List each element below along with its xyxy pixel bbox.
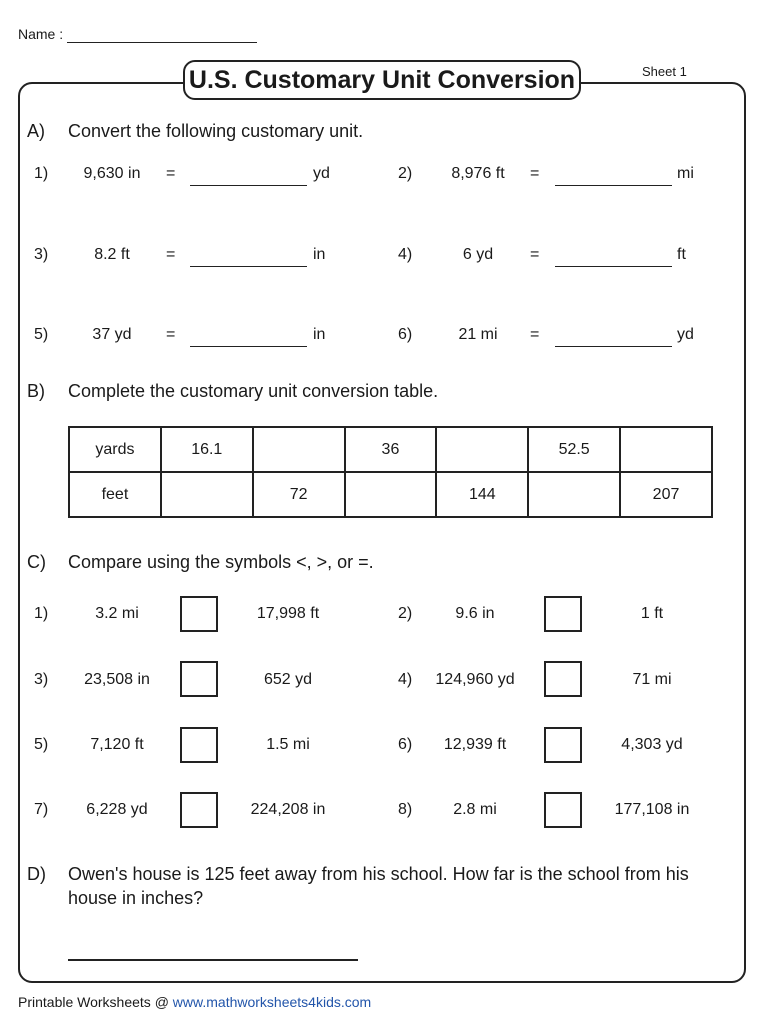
problem-number: 4) xyxy=(398,246,413,263)
table-cell-blank[interactable] xyxy=(161,472,253,517)
problem-number: 1) xyxy=(34,165,49,182)
word-problem-answer-line[interactable] xyxy=(68,959,358,961)
answer-line[interactable] xyxy=(190,266,307,267)
compare-left: 12,939 ft xyxy=(443,736,507,753)
compare-answer-box[interactable] xyxy=(180,792,218,828)
problem-number: 7) xyxy=(34,801,49,818)
compare-left: 2.8 mi xyxy=(453,801,497,818)
problem-number: 8) xyxy=(398,801,413,818)
compare-left: 6,228 yd xyxy=(86,801,148,818)
compare-right: 71 mi xyxy=(632,671,672,688)
problem-number: 3) xyxy=(34,246,49,263)
table-cell-blank[interactable] xyxy=(253,427,345,472)
section-a-letter: A) xyxy=(27,121,45,141)
answer-line[interactable] xyxy=(555,346,672,347)
section-d-letter: D) xyxy=(27,864,46,884)
equals-sign: = xyxy=(530,165,540,182)
table-cell-blank[interactable] xyxy=(345,472,437,517)
compare-left: 3.2 mi xyxy=(95,605,139,622)
target-unit: yd xyxy=(677,326,694,343)
convert-value: 8,976 ft xyxy=(451,165,505,182)
equals-sign: = xyxy=(166,246,176,263)
table-cell: 72 xyxy=(253,472,345,517)
target-unit: yd xyxy=(313,165,330,182)
section-c-letter: C) xyxy=(27,552,46,572)
problem-number: 2) xyxy=(398,605,413,622)
section-b-letter: B) xyxy=(27,381,45,401)
target-unit: in xyxy=(313,326,326,343)
section-b-instruction: Complete the customary unit conversion table. xyxy=(68,381,439,401)
compare-left: 7,120 ft xyxy=(90,736,144,753)
problem-number: 2) xyxy=(398,165,413,182)
compare-right: 17,998 ft xyxy=(256,605,320,622)
target-unit: ft xyxy=(677,246,686,263)
equals-sign: = xyxy=(166,326,176,343)
convert-value: 37 yd xyxy=(92,326,132,343)
conversion-table xyxy=(68,426,713,518)
equals-sign: = xyxy=(166,165,176,182)
table-row-feet xyxy=(69,472,712,517)
compare-left: 124,960 yd xyxy=(435,671,515,688)
table-row-yards xyxy=(69,427,712,472)
table-cell: 207 xyxy=(620,472,712,517)
problem-number: 5) xyxy=(34,736,49,753)
section-d-question: Owen's house is 125 feet away from his school. How far is the school from his house in inches? xyxy=(68,864,689,908)
compare-answer-box[interactable] xyxy=(180,596,218,632)
target-unit: in xyxy=(313,246,326,263)
compare-answer-box[interactable] xyxy=(544,792,582,828)
table-cell-blank[interactable] xyxy=(436,427,528,472)
convert-value: 6 yd xyxy=(462,246,494,263)
compare-left: 9.6 in xyxy=(455,605,495,622)
footer-link[interactable]: www.mathworksheets4kids.com xyxy=(172,994,372,1010)
compare-right: 224,208 in xyxy=(250,801,326,818)
compare-answer-box[interactable] xyxy=(544,661,582,697)
problem-number: 3) xyxy=(34,671,49,688)
table-cell-blank[interactable] xyxy=(620,427,712,472)
answer-line[interactable] xyxy=(190,346,307,347)
footer-label: Printable Worksheets @ xyxy=(18,994,173,1010)
compare-answer-box[interactable] xyxy=(544,727,582,763)
section-a-instruction: Convert the following customary unit. xyxy=(68,121,364,141)
compare-right: 652 yd xyxy=(263,671,313,688)
compare-right: 1 ft xyxy=(640,605,664,622)
compare-answer-box[interactable] xyxy=(180,727,218,763)
table-cell: 52.5 xyxy=(528,427,620,472)
compare-right: 4,303 yd xyxy=(621,736,683,753)
compare-answer-box[interactable] xyxy=(544,596,582,632)
problem-number: 6) xyxy=(398,736,413,753)
compare-right: 177,108 in xyxy=(614,801,690,818)
problem-number: 1) xyxy=(34,605,49,622)
convert-value: 8.2 ft xyxy=(94,246,130,263)
sheet-number: Sheet 1 xyxy=(642,64,687,79)
table-cell: 144 xyxy=(436,472,528,517)
problem-number: 5) xyxy=(34,326,49,343)
row-label-yards: yards xyxy=(69,427,161,472)
row-label-feet: feet xyxy=(69,472,161,517)
answer-line[interactable] xyxy=(555,266,672,267)
name-label: Name : xyxy=(18,26,64,42)
equals-sign: = xyxy=(530,326,540,343)
convert-value: 9,630 in xyxy=(83,165,141,182)
problem-number: 4) xyxy=(398,671,413,688)
answer-line[interactable] xyxy=(555,185,672,186)
convert-value: 21 mi xyxy=(458,326,498,343)
compare-left: 23,508 in xyxy=(84,671,150,688)
footer xyxy=(18,994,371,1010)
page-title: U.S. Customary Unit Conversion xyxy=(183,60,581,100)
worksheet-frame xyxy=(18,82,746,983)
answer-line[interactable] xyxy=(190,185,307,186)
table-cell: 16.1 xyxy=(161,427,253,472)
equals-sign: = xyxy=(530,246,540,263)
target-unit: mi xyxy=(677,165,694,182)
problem-number: 6) xyxy=(398,326,413,343)
compare-answer-box[interactable] xyxy=(180,661,218,697)
section-c-instruction: Compare using the symbols <, >, or =. xyxy=(68,552,374,572)
compare-right: 1.5 mi xyxy=(266,736,310,753)
name-input-line[interactable] xyxy=(67,42,257,43)
table-cell-blank[interactable] xyxy=(528,472,620,517)
table-cell: 36 xyxy=(345,427,437,472)
